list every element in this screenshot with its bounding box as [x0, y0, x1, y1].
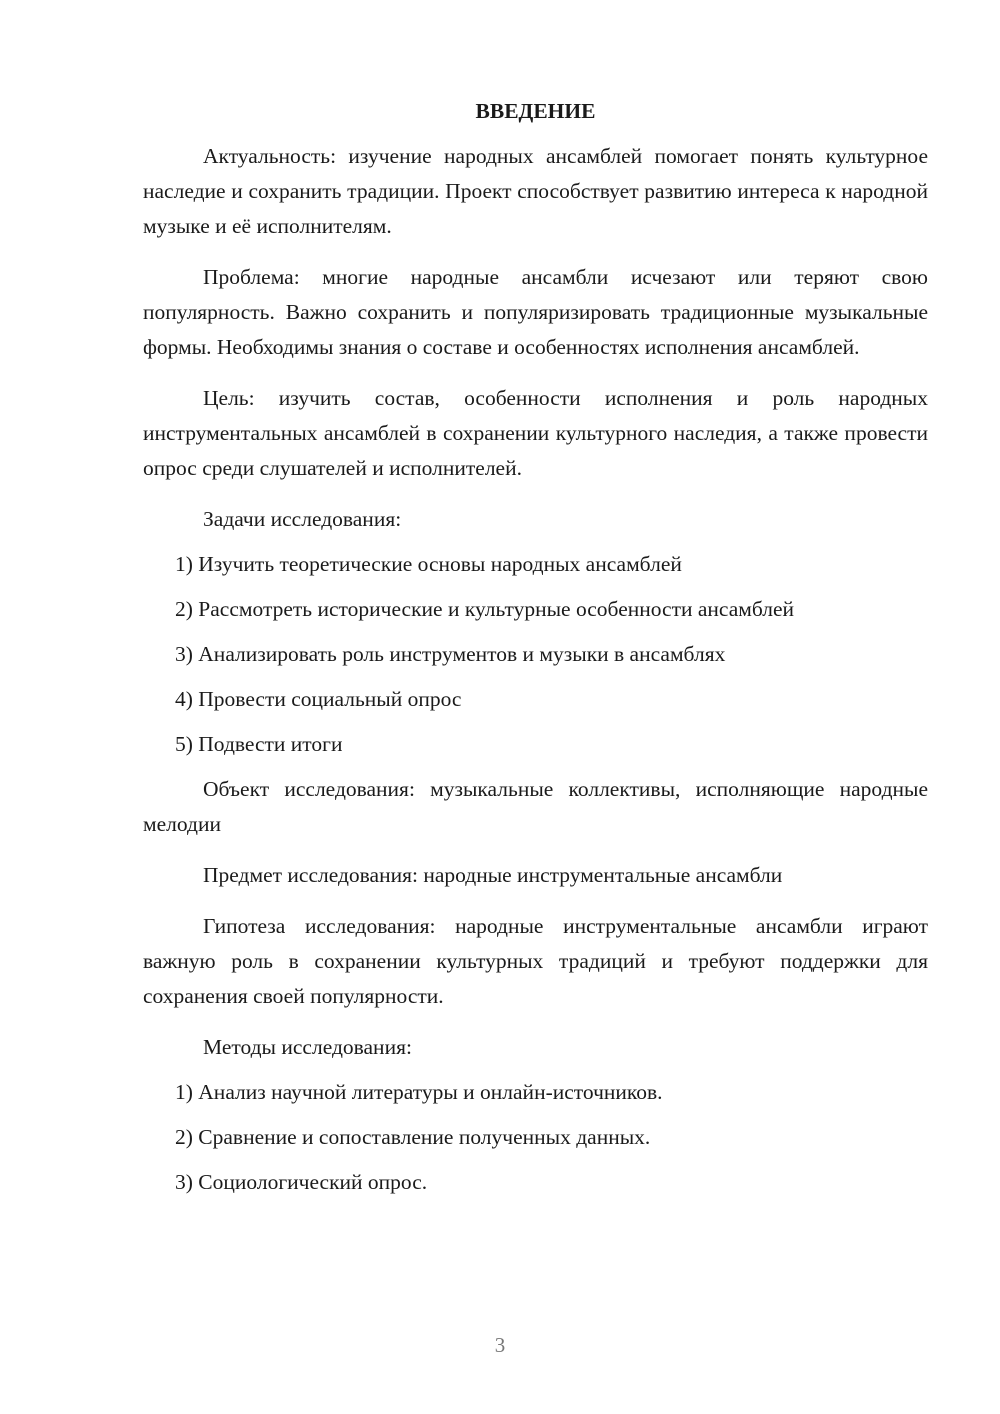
- relevance-paragraph: Актуальность: изучение народных ансамблей помогает понять культурное наследие и сохранить традиции. Проект способствует развитию интереса к народной музыке и её исполнителям.: [143, 144, 928, 238]
- list-item: 2) Сравнение и сопоставление полученных данных.: [175, 1125, 651, 1149]
- subject-paragraph: Предмет исследования: народные инструментальные ансамбли: [203, 863, 783, 887]
- methods-title: Методы исследования:: [203, 1035, 412, 1059]
- hypothesis-paragraph: Гипотеза исследования: народные инструментальные ансамбли играют важную роль в сохранении культурных традиций и требуют поддержки для сохранения своей популярности.: [143, 914, 928, 1008]
- list-item: 1) Изучить теоретические основы народных ансамблей: [175, 552, 682, 576]
- tasks-title: Задачи исследования:: [203, 507, 402, 531]
- tasks-list: [143, 547, 928, 762]
- list-item: 2) Рассмотреть исторические и культурные особенности ансамблей: [175, 597, 795, 621]
- list-item: 3) Анализировать роль инструментов и музыки в ансамблях: [175, 642, 726, 666]
- goal-paragraph: Цель: изучить состав, особенности исполнения и роль народных инструментальных ансамблей в сохранении культурного наследия, а также провести опрос среди слушателей и исполнителей.: [143, 386, 928, 480]
- document-page: [143, 96, 928, 1210]
- page-number: 3: [494, 1333, 506, 1357]
- object-paragraph: Объект исследования: музыкальные коллективы, исполняющие народные мелодии: [143, 777, 928, 836]
- page-title: ВВЕДЕНИЕ: [475, 99, 596, 123]
- list-item: 4) Провести социальный опрос: [175, 687, 462, 711]
- list-item: 3) Социологический опрос.: [175, 1170, 428, 1194]
- problem-paragraph: Проблема: многие народные ансамбли исчезают или теряют свою популярность. Важно сохранить и популяризировать традиционные музыкальные формы. Необходимы знания о составе и особенностях исполнения ансамблей.: [143, 265, 928, 359]
- list-item: 1) Анализ научной литературы и онлайн-источников.: [175, 1080, 663, 1104]
- list-item: 5) Подвести итоги: [175, 732, 343, 756]
- methods-list: [143, 1075, 928, 1200]
